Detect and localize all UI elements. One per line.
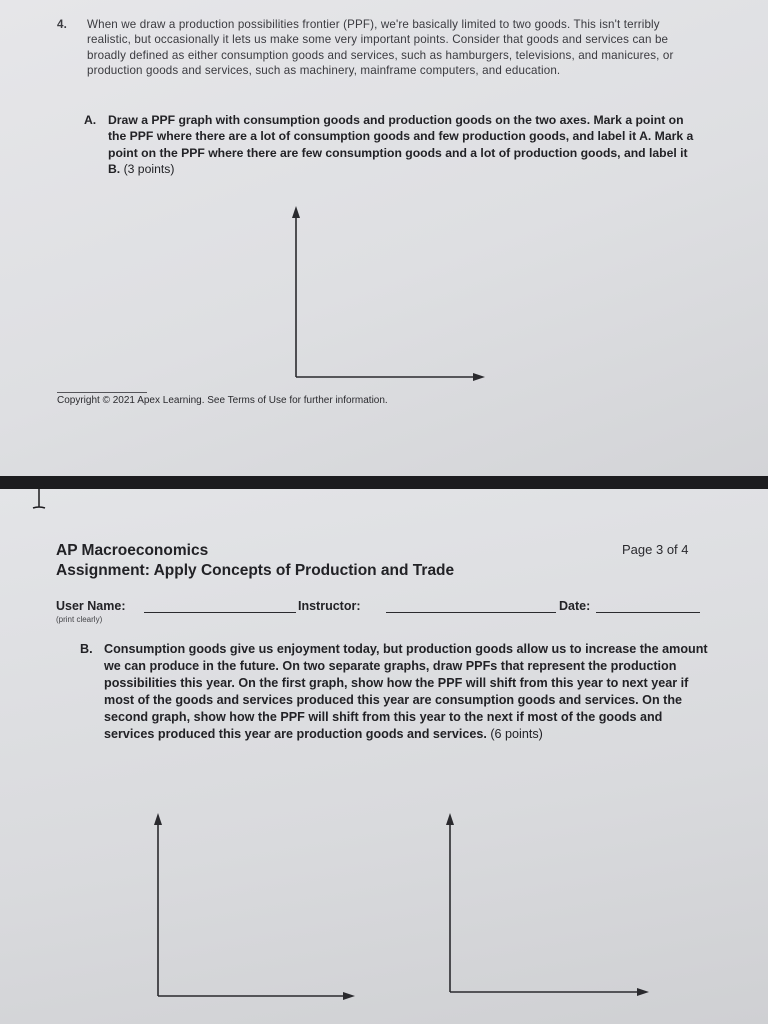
print-clearly-note: (print clearly) <box>56 615 103 624</box>
question-4b-points: (6 points) <box>490 727 543 741</box>
question-4a-letter: A. <box>84 113 97 127</box>
question-4b-letter: B. <box>80 642 93 656</box>
question-4-text: When we draw a production possibilities frontier (PPF), we're basically limited to two goods. This isn't terribly realistic, but occasionally it lets us make some very important points. Consider that goods and services can be broadly defined as either consumption goods and services, such as hamburgers, televisions, and manicures, or production goods and services, such as machinery, mainframe computers, and education. <box>87 18 674 78</box>
arrow-right-icon <box>637 988 649 996</box>
instructor-label: Instructor: <box>298 599 361 613</box>
arrow-up-icon <box>292 206 300 218</box>
graph-b1-axes <box>148 812 368 1012</box>
copyright-rule <box>57 392 147 393</box>
graph-a-axes <box>286 205 496 385</box>
student-info-fields <box>56 597 706 617</box>
assignment-title: Assignment: Apply Concepts of Production and Trade <box>56 562 455 579</box>
course-title: AP Macroeconomics <box>56 542 209 559</box>
page-number: Page 3 of 4 <box>622 542 689 557</box>
user-name-field[interactable] <box>144 612 296 613</box>
user-name-label: User Name: <box>56 599 126 613</box>
copyright-notice: Copyright © 2021 Apex Learning. See Terms of Use for further information. <box>57 395 388 406</box>
instructor-field[interactable] <box>386 612 556 613</box>
question-4-number: 4. <box>57 18 67 31</box>
arrow-right-icon <box>473 373 485 381</box>
date-label: Date: <box>559 599 591 613</box>
question-4b <box>80 641 710 743</box>
date-field[interactable] <box>596 612 700 613</box>
graph-b2-axes <box>440 812 660 1012</box>
question-4a <box>84 112 694 178</box>
arrow-right-icon <box>343 992 355 1000</box>
arrow-up-icon <box>154 813 162 825</box>
question-4 <box>57 17 680 79</box>
question-4a-points: (3 points) <box>123 162 175 177</box>
question-4b-text: Consumption goods give us enjoyment today, but production goods allow us to increase the amount we can produce in the future. On two separate graphs, draw PPFs that represent the production possibilities this year. On the first graph, show how the PPF will shift from this year to next year if most of the goods and services produced this year are consumption goods and services. On the second graph, show how the PPF will shift from this year to the next if most of the goods and services produced this year are production goods and services. <box>104 642 708 741</box>
page-divider <box>0 476 768 489</box>
text-cursor-icon <box>30 484 48 510</box>
arrow-up-icon <box>446 813 454 825</box>
question-4a-text: Draw a PPF graph with consumption goods and production goods on the two axes. Mark a point on the PPF where there are a lot of consumption goods and few production goods, and label it A. Mark a point on the PPF where there are few consumption goods and a lot of production goods, and label it B. <box>108 113 694 177</box>
